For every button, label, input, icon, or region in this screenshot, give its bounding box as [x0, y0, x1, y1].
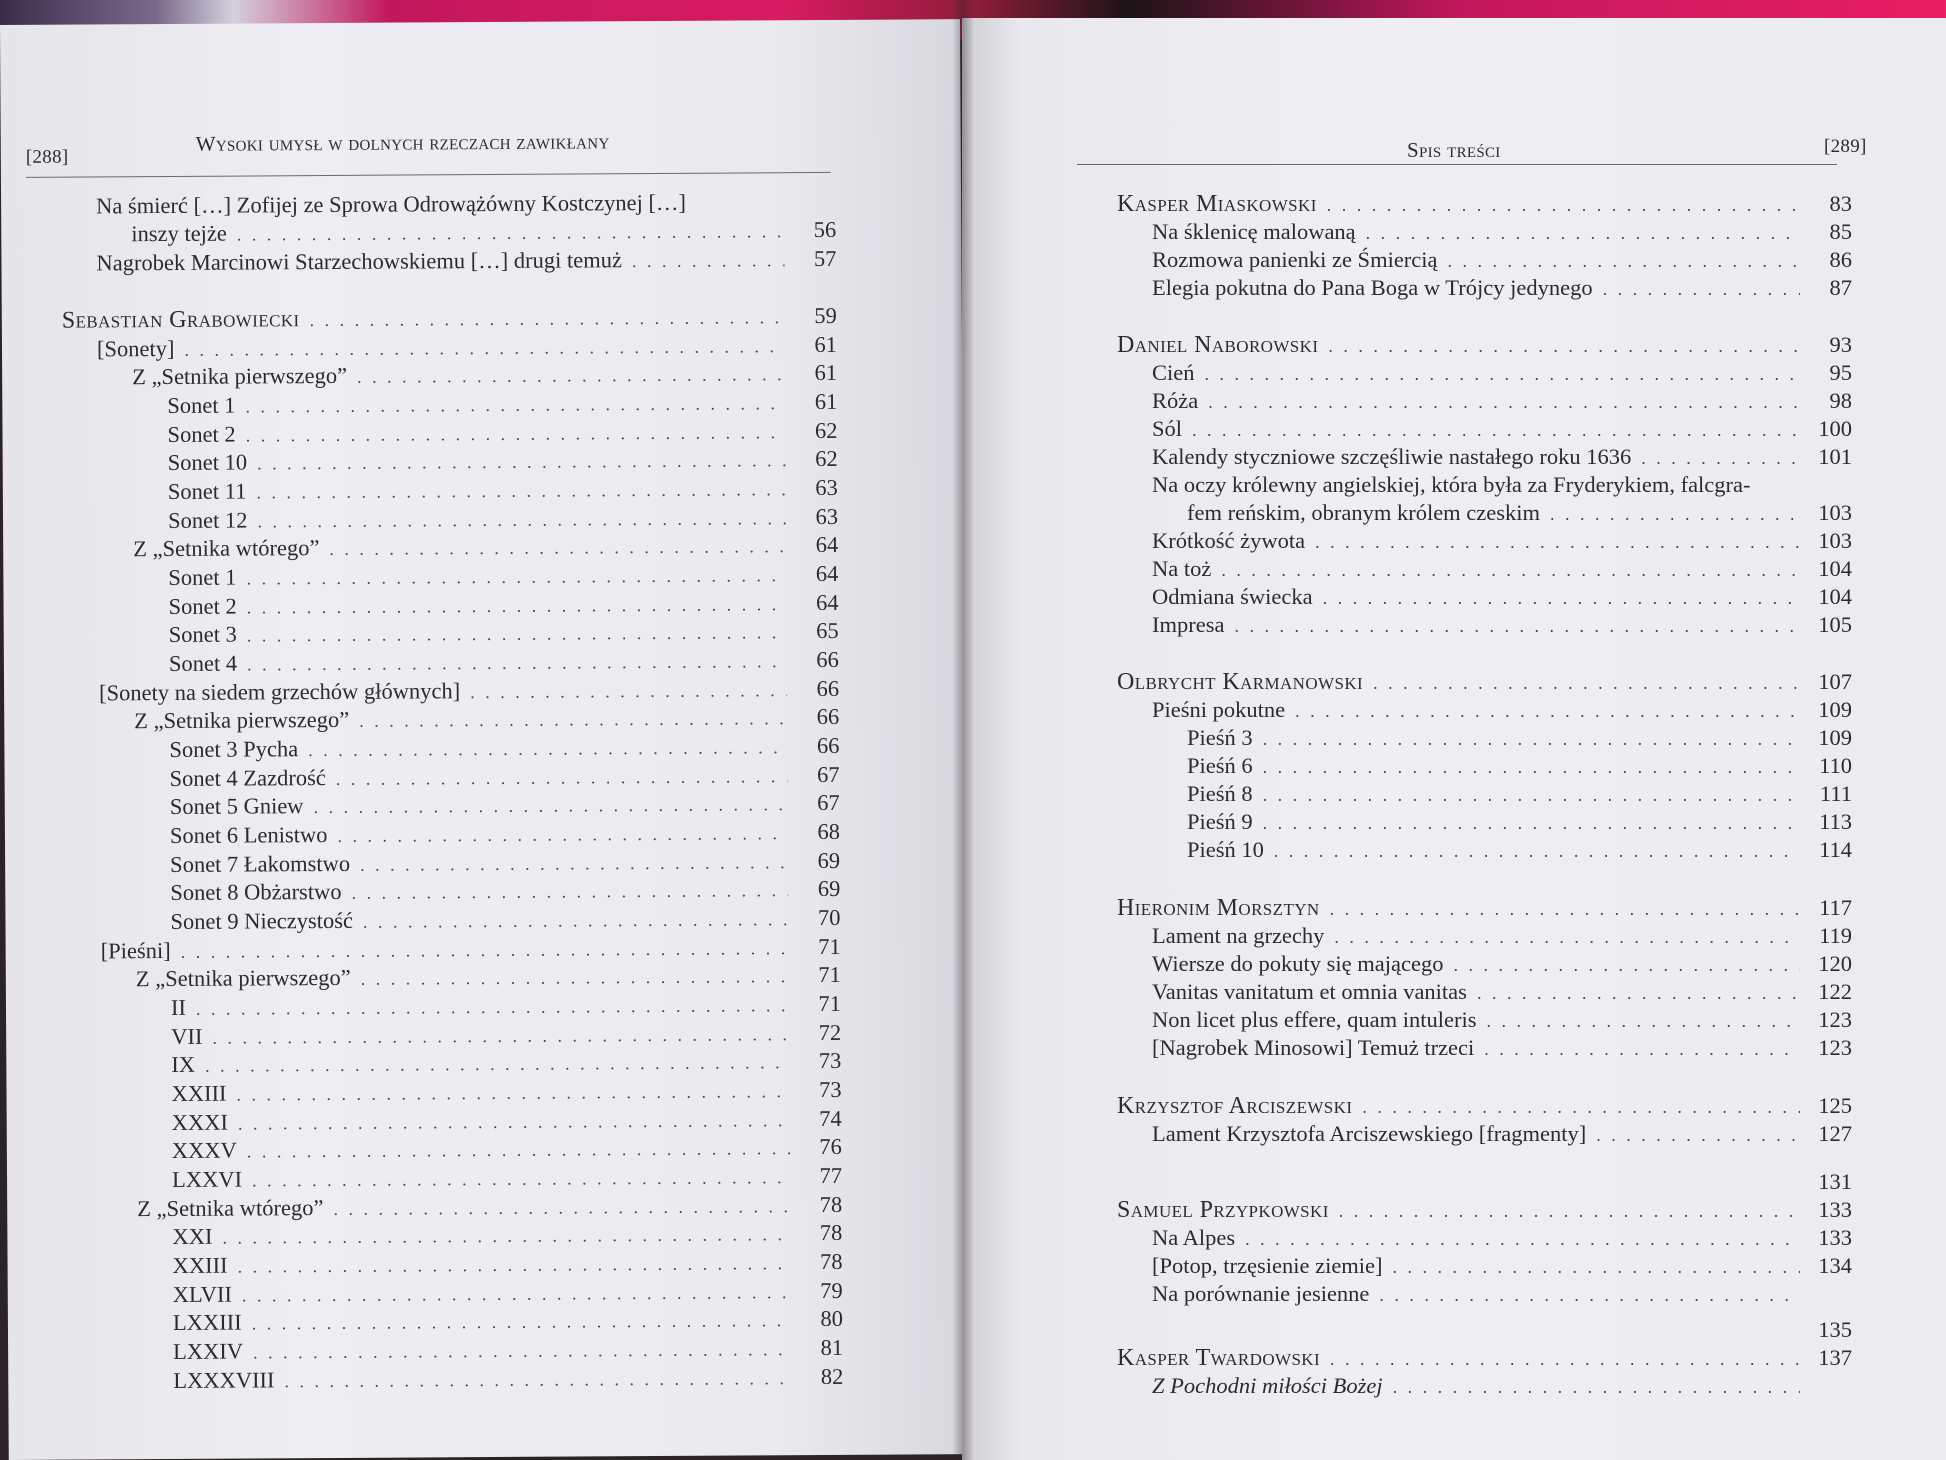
- toc-entry: Sonet 6 Lenistwo . . . 68: [170, 818, 840, 851]
- toc-entry: Pieśń 3 . . . 109: [1187, 724, 1852, 753]
- toc-entry: [Pieśni] . . . 71: [101, 933, 841, 967]
- toc-entry: Na Alpes . . . 133: [1152, 1224, 1852, 1253]
- toc-entry: Rozmowa panienki ze Śmiercią . . . 86: [1152, 246, 1852, 275]
- toc-entry: LXXVI . . . 77: [172, 1162, 842, 1195]
- page-number: [288]: [25, 146, 69, 168]
- toc-entry: Na oczy królewny angielskiej, która była za Fryderykiem, falcgra-: [1152, 472, 1751, 497]
- toc-entry: Pieśń 6 . . . 110: [1187, 752, 1852, 781]
- toc-author: Krzysztof Arciszewski . . . 125: [1117, 1092, 1852, 1121]
- toc-entry: Sonet 1 . . . 61: [167, 388, 837, 421]
- toc-entry: Odmiana świecka . . . 104: [1152, 583, 1852, 612]
- book-gutter: [952, 0, 974, 1460]
- toc-entry: Pieśni pokutne . . . 109: [1152, 696, 1852, 725]
- toc-entry: Sonet 4 . . . 66: [169, 646, 839, 679]
- toc-entry: Sonet 12 . . . 63: [168, 503, 838, 536]
- toc-entry: [Nagrobek Minosowi] Temuż trzeci . . . 123: [1152, 1034, 1852, 1063]
- toc-entry: Z Pochodni miłości Bożej . . .: [1152, 1372, 1852, 1401]
- toc-entry: Pieśń 10 . . . 114: [1187, 836, 1852, 865]
- toc-entry: Non licet plus effere, quam intuleris . . . 123: [1152, 1006, 1852, 1035]
- toc-entry: XXI . . . 78: [172, 1219, 842, 1252]
- toc-entry: Nagrobek Marcinowi Starzechowskiemu […] drugi temuż . . . 57: [96, 245, 836, 279]
- toc-entry: Sonet 8 Obżarstwo . . . 69: [170, 875, 840, 908]
- toc-entry: IX . . . 73: [171, 1047, 841, 1080]
- toc-entry: Krótkość żywota . . . 103: [1152, 527, 1852, 556]
- toc-entry: VII . . . 72: [171, 1019, 841, 1052]
- toc-entry: Sól . . . 100: [1152, 415, 1852, 444]
- toc-entry: Róża . . . 98: [1152, 387, 1852, 416]
- toc-entry: Impresa . . . 105: [1152, 611, 1852, 640]
- toc-entry: Sonet 3 . . . 65: [169, 617, 839, 650]
- toc-entry: [Sonety] . . . 61: [97, 331, 837, 365]
- toc-entry: Z „Setnika wtórego” . . . 78: [137, 1191, 842, 1224]
- toc-author: Olbrycht Karmanowski . . . 107: [1117, 668, 1852, 697]
- toc-entry: Na porównanie jesienne . . .: [1152, 1280, 1852, 1309]
- toc-entry: XXIII . . . 73: [171, 1076, 841, 1109]
- toc-entry: II . . . 71: [171, 990, 841, 1023]
- toc-entry: 135: [1818, 1317, 1852, 1342]
- toc-entry: Vanitas vanitatum et omnia vanitas . . . 122: [1152, 978, 1852, 1007]
- toc-entry: [Potop, trzęsienie ziemie] . . . 134: [1152, 1252, 1852, 1281]
- toc-author: Samuel Przypkowski . . . 133: [1117, 1196, 1852, 1225]
- toc-entry: fem reńskim, obranym królem czeskim . . . 103: [1187, 499, 1852, 528]
- toc-entry: XLVII . . . 79: [173, 1277, 843, 1310]
- toc-entry: Na toż . . . 104: [1152, 555, 1852, 584]
- toc-entry: XXXV . . . 76: [172, 1133, 842, 1166]
- toc-entry: Z „Setnika pierwszego” . . . 71: [136, 961, 841, 994]
- toc-entry: LXXIII . . . 80: [173, 1305, 843, 1338]
- toc-entry: Lament Krzysztofa Arciszewskiego [fragmenty] . . . 127: [1152, 1120, 1852, 1149]
- toc-author: Hieronim Morsztyn . . . 117: [1117, 894, 1852, 923]
- running-head: Spis treści: [1407, 138, 1501, 162]
- right-page: [962, 18, 1946, 1460]
- toc-entry: Sonet 3 Pycha . . . 66: [169, 732, 839, 765]
- toc-entry: Sonet 10 . . . 62: [168, 445, 838, 478]
- left-page: [0, 19, 969, 1460]
- toc-entry: Pieśń 9 . . . 113: [1187, 808, 1852, 837]
- toc-entry: Sonet 2 . . . 64: [168, 589, 838, 622]
- toc-entry: Lament na grzechy . . . 119: [1152, 922, 1852, 951]
- toc-entry: 131: [1818, 1169, 1852, 1194]
- toc-entry: Sonet 2 . . . 62: [167, 417, 837, 450]
- toc-entry: Cień . . . 95: [1152, 359, 1852, 388]
- toc-entry: Sonet 9 Nieczystość . . . 70: [170, 904, 840, 937]
- toc-entry: Sonet 7 Łakomstwo . . . 69: [170, 847, 840, 880]
- running-head: Wysoki umysł w dolnych rzeczach zawikłany: [195, 129, 610, 156]
- toc-entry: [Sonety na siedem grzechów głównych] . . . 66: [99, 675, 839, 709]
- toc-entry: inszy tejże . . . 56: [131, 216, 836, 249]
- toc-entry: Sonet 11 . . . 63: [168, 474, 838, 507]
- toc-entry: Sonet 4 Zazdrość . . . 67: [170, 761, 840, 794]
- toc-entry: Elegia pokutna do Pana Boga w Trójcy jedynego . . . 87: [1152, 274, 1852, 303]
- toc-author: Daniel Naborowski . . . 93: [1117, 331, 1852, 360]
- header-rule: [1077, 164, 1837, 165]
- toc-entry: XXIII . . . 78: [172, 1248, 842, 1281]
- toc-entry: LXXIV . . . 81: [173, 1334, 843, 1367]
- toc-author: Sebastian Grabowiecki . . . 59: [62, 302, 837, 336]
- toc-entry: Na śklenicę malowaną . . . 85: [1152, 218, 1852, 247]
- toc-author: Kasper Miaskowski . . . 83: [1117, 190, 1852, 219]
- toc-entry: Z „Setnika wtórego” . . . 64: [133, 531, 838, 564]
- toc-entry: Wiersze do pokuty się mającego . . . 120: [1152, 950, 1852, 979]
- header-rule: [26, 172, 831, 178]
- toc-entry: Z „Setnika pierwszego” . . . 66: [134, 703, 839, 736]
- toc-entry: Pieśń 8 . . . 111: [1187, 780, 1852, 809]
- page-number: [289]: [1824, 136, 1867, 157]
- toc-entry: Z „Setnika pierwszego” . . . 61: [132, 359, 837, 392]
- toc-entry: Sonet 5 Gniew . . . 67: [170, 789, 840, 822]
- toc-author: Kasper Twardowski . . . 137: [1117, 1344, 1852, 1373]
- toc-entry: Na śmierć […] Zofijej ze Sprowa Odrowążówny Kostczynej […]: [96, 189, 686, 219]
- toc-entry: Kalendy styczniowe szczęśliwie nastałego roku 1636 . . . 101: [1152, 443, 1852, 472]
- toc-entry: LXXXVIII . . . 82: [173, 1363, 843, 1396]
- toc-entry: Sonet 1 . . . 64: [168, 560, 838, 593]
- toc-entry: XXXI . . . 74: [172, 1105, 842, 1138]
